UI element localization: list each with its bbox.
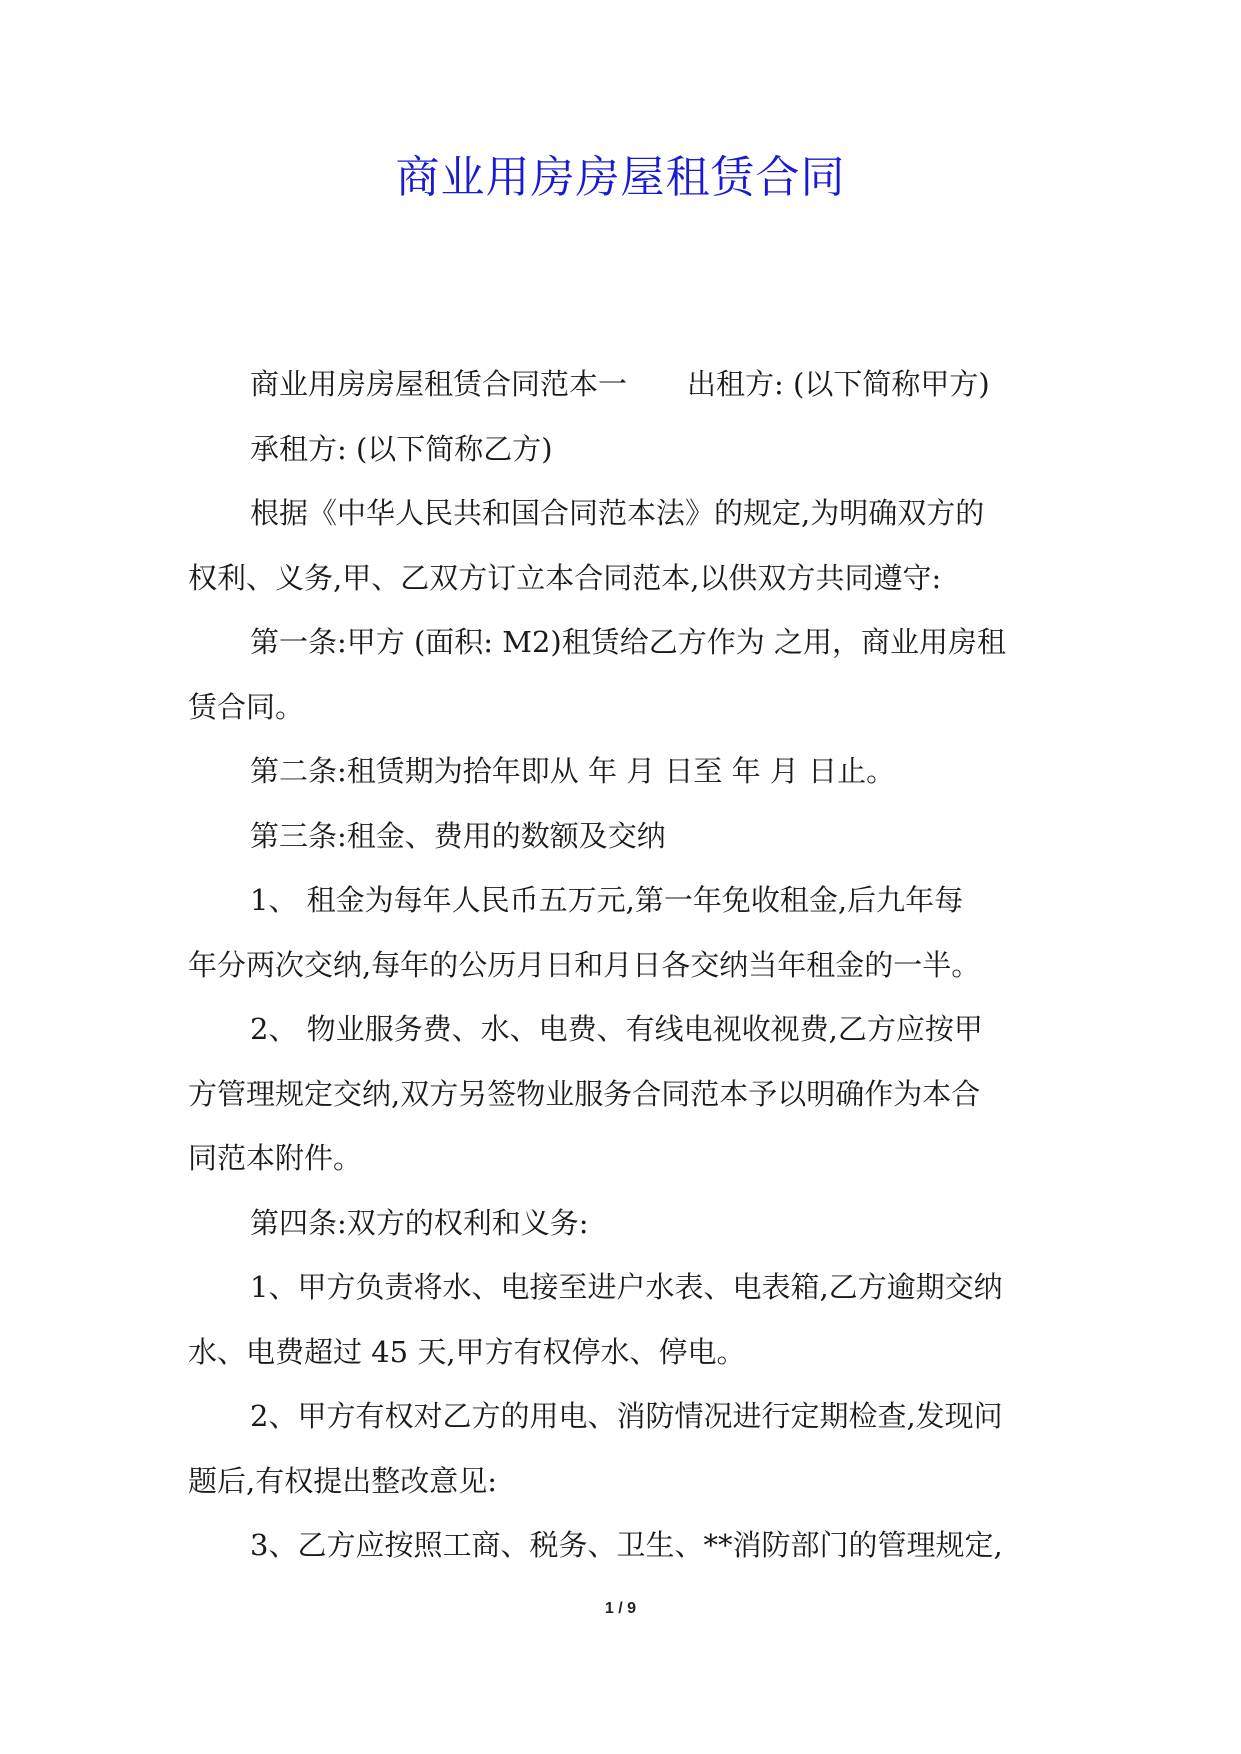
intro-right-text: 出租方: (以下简称甲方) — [687, 367, 990, 401]
body-line: 3、乙方应按照工商、税务、卫生、**消防部门的管理规定, — [250, 1528, 1003, 1562]
body-line: 第二条:租赁期为拾年即从 年 月 日至 年 月 日止。 — [250, 754, 896, 788]
body-line — [188, 352, 1058, 417]
document-title: 商业用房房屋租赁合同 — [395, 152, 846, 203]
body-line: 第一条:甲方 (面积: M2)租赁给乙方作为 之用，商业用房租 — [250, 625, 1006, 659]
body-line: 年分两次交纳,每年的公历月日和月日各交纳当年租金的一半。 — [188, 947, 981, 982]
body-line: 根据《中华人民共和国合同范本法》的规定,为明确双方的 — [250, 496, 985, 530]
body-line: 同范本附件。 — [188, 1141, 363, 1175]
document-body — [188, 352, 1058, 1578]
body-line: 方管理规定交纳,双方另签物业服务合同范本予以明确作为本合 — [188, 1076, 981, 1111]
body-line: 第四条:双方的权利和义务: — [250, 1205, 589, 1240]
body-line: 承租方: (以下简称乙方) — [250, 431, 553, 466]
body-line: 权利、义务,甲、乙双方订立本合同范本,以供双方共同遵守: — [188, 560, 942, 595]
body-line: 1、甲方负责将水、电接至进户水表、电表箱,乙方逾期交纳 — [250, 1270, 1003, 1304]
body-line: 题后,有权提出整改意见: — [188, 1463, 497, 1498]
body-line: 第三条:租金、费用的数额及交纳 — [250, 818, 666, 853]
page-indicator: 1 / 9 — [604, 1600, 637, 1617]
body-line: 赁合同。 — [188, 689, 305, 724]
body-line: 2、甲方有权对乙方的用电、消防情况进行定期检查,发现问 — [250, 1399, 1003, 1433]
body-line: 水、电费超过 45 天,甲方有权停水、停电。 — [188, 1334, 746, 1369]
body-line: 2、 物业服务费、水、电费、有线电视收视费,乙方应按甲 — [250, 1012, 983, 1046]
body-line: 1、 租金为每年人民币五万元,第一年免收租金,后九年每 — [250, 883, 964, 917]
intro-left-text: 商业用房房屋租赁合同范本一 — [250, 367, 628, 401]
